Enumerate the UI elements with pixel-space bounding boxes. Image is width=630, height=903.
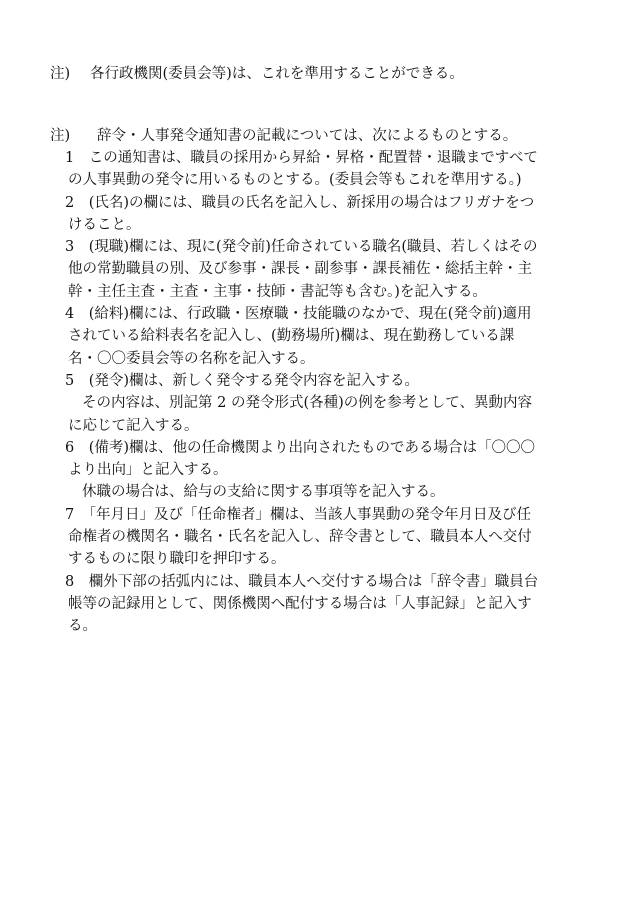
instruction-line: されている給料表名を記入し、(勤務場所)欄は、現在勤務している課 xyxy=(68,328,515,345)
instruction-line: 休職の場合は、給与の支給に関する事項等を記入する。 xyxy=(82,484,445,501)
instruction-line: けること。 xyxy=(68,216,141,233)
instruction-line: 8 欄外下部の括弧内には、職員本人へ交付する場合は「辞令書」職員台 xyxy=(65,573,539,590)
instruction-line: 帳等の記録用として、関係機関へ配付する場合は「人事記録」と記入す xyxy=(68,595,532,612)
note-heading-text: 辞令・人事発令通知書の記載については、次によるものとする。 xyxy=(97,128,518,144)
instruction-list xyxy=(50,147,590,638)
note-instructions-heading xyxy=(50,125,517,147)
note-general xyxy=(50,63,464,85)
instruction-line: 6 (備考)欄は、他の任命機関より出向されたものである場合は「〇〇〇 xyxy=(65,439,536,456)
instruction-line: より出向」と記入する。 xyxy=(68,462,228,479)
instruction-line: 名・〇〇委員会等の名称を記入する。 xyxy=(68,350,315,367)
instruction-line: 5 (発令)欄は、新しく発令する発令内容を記入する。 xyxy=(65,372,420,389)
instruction-line: の人事異動の発令に用いるものとする。(委員会等もこれを準用する。) xyxy=(68,172,522,189)
note-label: 注) xyxy=(50,66,71,82)
instruction-line: る。 xyxy=(68,618,97,635)
instruction-line: するものに限り職印を押印する。 xyxy=(68,551,286,568)
instruction-line: 命権者の機関名・職名・氏名を記入し、辞令書として、職員本人へ交付 xyxy=(68,529,532,546)
instruction-line: 7 「年月日」及び「任命権者」欄は、当該人事異動の発令年月日及び任 xyxy=(65,506,531,523)
instruction-line: 4 (給料)欄には、行政職・医療職・技能職のなかで、現在(発令前)適用 xyxy=(65,306,532,323)
instruction-line: 1 この通知書は、職員の採用から昇給・昇格・配置替・退職まですべて xyxy=(65,150,538,166)
instruction-line: 2 (氏名)の欄には、職員の氏名を記入し、新採用の場合はフリガナをつ xyxy=(65,194,535,211)
instruction-line: 3 (現職)欄には、現に(発令前)任命されている職名(職員、若しくはその xyxy=(65,239,538,256)
instruction-line: その内容は、別記第 2 の発令形式(各種)の例を参考として、異動内容 xyxy=(82,395,532,412)
note-text: 各行政機関(委員会等)は、これを準用することができる。 xyxy=(90,66,464,82)
instruction-line: に応じて記入する。 xyxy=(68,417,199,434)
note-label: 注) xyxy=(50,128,71,144)
instruction-line: 幹・主任主査・主査・主事・技師・書記等も含む。)を記入する。 xyxy=(68,283,487,300)
instruction-line: 他の常勤職員の別、及び参事・課長・副参事・課長補佐・総括主幹・主 xyxy=(68,261,532,278)
